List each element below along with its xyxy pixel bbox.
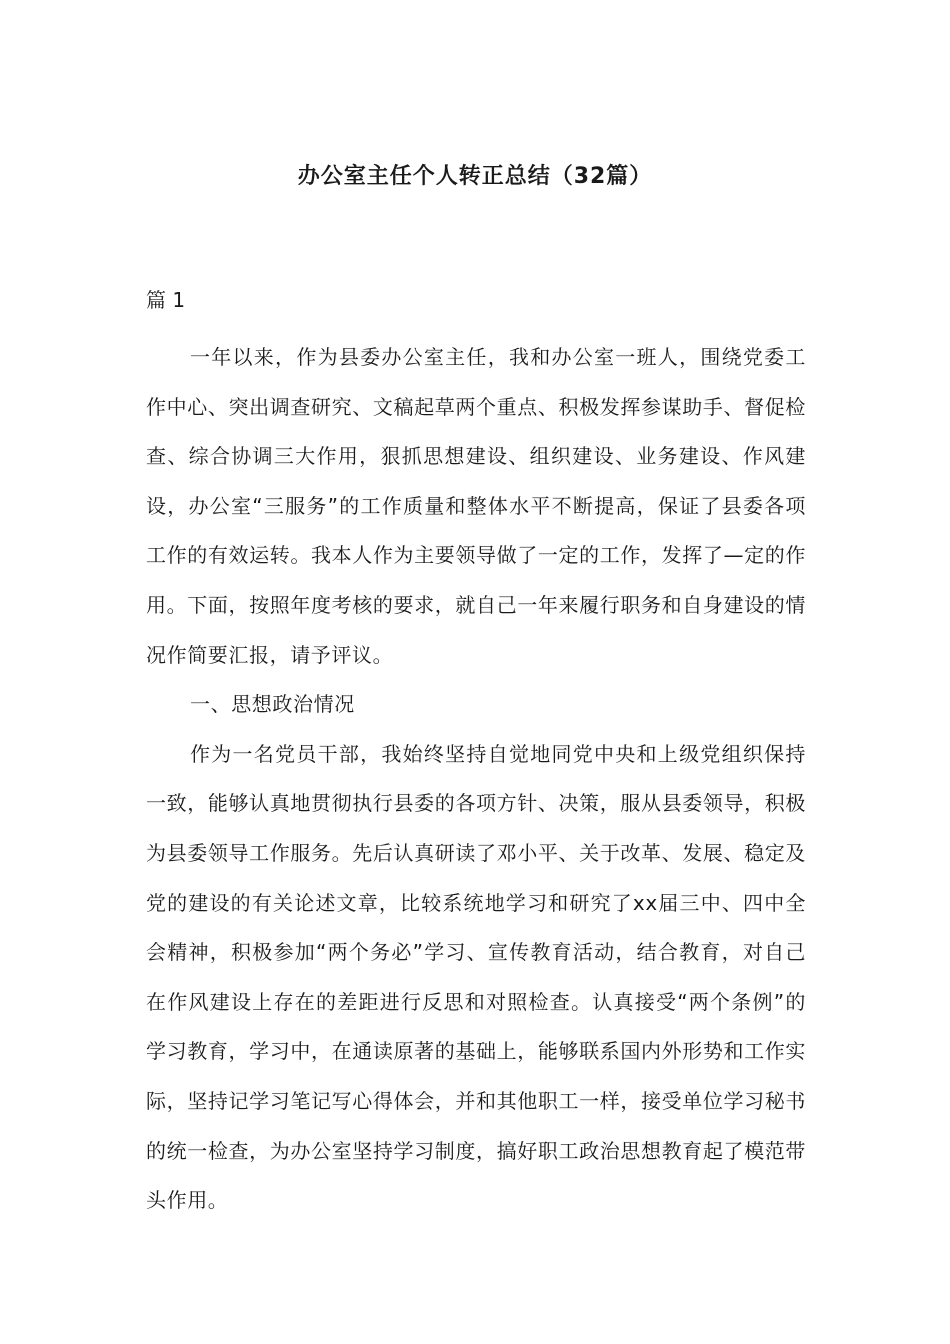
section-heading: 一、思想政治情况: [190, 692, 355, 717]
paragraph-intro: 一年以来，作为县委办公室主任，我和办公室一班人，围绕党委工作中心、突出调查研究、文稿起草两个重点、积极发挥参谋助手、督促检查、综合协调三大作用，狠抓思想建设、组织建设、业务建设、作风建设，办公室“三服务”的工作质量和整体水平不断提高，保证了县委各项工作的有效运转。我本人作为主要领导做了一定的工作，发挥了—定的作用。下面，按照年度考核的要求，就自己一年来履行职务和自身建设的情况作简要汇报，请予评议。: [146, 345, 806, 667]
document-title: 办公室主任个人转正总结（32篇）: [297, 164, 653, 189]
section-label: 篇 1: [146, 288, 186, 312]
paragraph-political: 作为一名党员干部，我始终坚持自觉地同党中央和上级党组织保持一致，能够认真地贯彻执行县委的各项方针、决策，服从县委领导，积极为县委领导工作服务。先后认真研读了邓小平、关于改革、发展、稳定及党的建设的有关论述文章，比较系统地学习和研究了xx届三中、四中全会精神，积极参加“两个务必”学习、宣传教育活动，结合教育，对自己在作风建设上存在的差距进行反思和对照检查。认真接受“两个条例”的学习教育，学习中，在通读原著的基础上，能够联系国内外形势和工作实际，坚持记学习笔记写心得体会，并和其他职工一样，接受单位学习秘书的统一检查，为办公室坚持学习制度，搞好职工政治思想教育起了模范带头作用。: [146, 741, 807, 1213]
document-body: [146, 333, 806, 1226]
